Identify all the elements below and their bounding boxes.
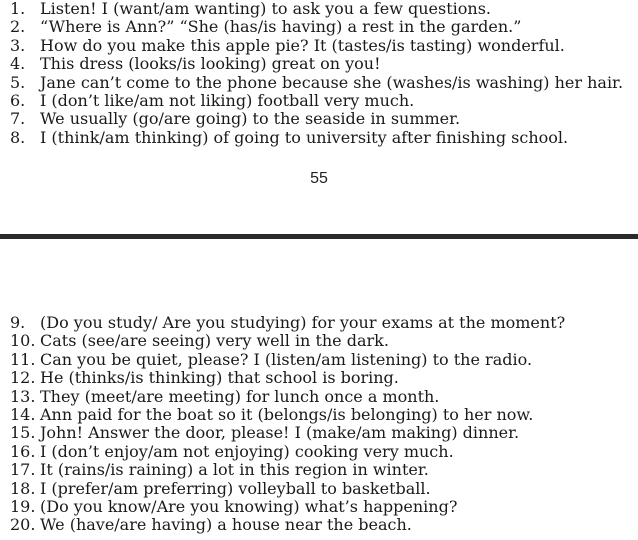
list-item [0,92,638,110]
list-item [0,37,638,55]
item-number: 10. [10,331,36,351]
item-text: I (don’t enjoy/am not enjoying) cooking very much. [40,441,454,461]
item-number: 2. [10,17,26,37]
item-text: “Where is Ann?” “She (has/is having) a rest in the garden.” [40,17,522,37]
item-text: Cats (see/are seeing) very well in the dark. [40,331,389,351]
item-number: 15. [10,423,36,443]
list-item [0,314,638,332]
item-text: I (don’t like/am not liking) football very much. [40,91,415,111]
item-text: I (prefer/am preferring) volleyball to basketball. [40,478,431,498]
item-number: 1. [10,0,26,18]
item-text: How do you make this apple pie? It (tastes/is tasting) wonderful. [40,35,565,55]
list-item [0,388,638,406]
list-item [0,498,638,516]
list-item [0,351,638,369]
item-number: 6. [10,91,26,111]
item-number: 11. [10,349,36,369]
item-text: Listen! I (want/am wanting) to ask you a few questions. [40,0,491,18]
item-text: (Do you study/ Are you studying) for your exams at the moment? [40,313,566,332]
item-text: I (think/am thinking) of going to university after finishing school. [40,127,569,147]
list-item [0,480,638,498]
item-number: 14. [10,405,36,425]
page-number: 55 [310,170,328,187]
list-item [0,461,638,479]
list-item [0,55,638,73]
item-text: Can you be quiet, please? I (listen/am listening) to the radio. [40,349,533,369]
list-item [0,443,638,461]
item-text: We usually (go/are going) to the seaside in summer. [40,109,461,129]
item-number: 4. [10,54,26,74]
item-text: John! Answer the door, please! I (make/am making) dinner. [40,423,520,443]
list-item [0,18,638,36]
item-number: 13. [10,386,36,406]
list-item [0,369,638,387]
item-number: 5. [10,72,26,92]
item-text: We (have/are having) a house near the beach. [40,515,412,535]
item-text: It (rains/is raining) a lot in this region in winter. [40,460,429,480]
list-item [0,74,638,92]
list-item [0,424,638,442]
item-number: 16. [10,441,36,461]
item-text: Jane can’t come to the phone because she (washes/is washing) her hair. [40,72,624,92]
item-text: (Do you know/Are you knowing) what’s happening? [40,497,458,517]
list-item [0,129,638,147]
item-text: They (meet/are meeting) for lunch once a month. [40,386,440,406]
item-number: 19. [10,497,36,517]
item-text: He (thinks/is thinking) that school is boring. [40,368,399,388]
list-item [0,516,638,534]
item-number: 20. [10,515,36,535]
item-number: 7. [10,109,26,129]
list-item [0,110,638,128]
item-number: 8. [10,127,26,147]
item-text: This dress (looks/is looking) great on you! [40,54,381,74]
list-item [0,0,638,18]
item-text: Ann paid for the boat so it (belongs/is belonging) to her now. [40,405,534,425]
item-number: 3. [10,35,26,55]
exercise-list-bottom [0,314,638,535]
exercise-list-top [0,0,638,147]
page-divider [0,234,638,239]
list-item [0,332,638,350]
item-number: 18. [10,478,36,498]
item-number: 9. [10,313,26,332]
item-number: 12. [10,368,36,388]
list-item [0,406,638,424]
item-number: 17. [10,460,36,480]
